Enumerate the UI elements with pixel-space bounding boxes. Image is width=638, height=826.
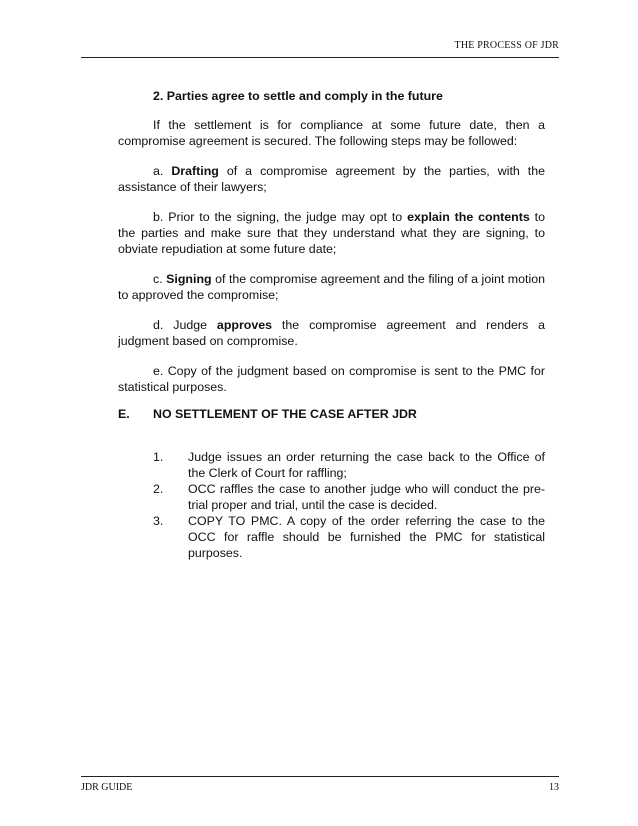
step-keyword: Signing xyxy=(166,272,212,286)
step-d-paragraph xyxy=(118,317,545,349)
footer-title: JDR GUIDE xyxy=(81,782,133,793)
step-keyword: explain the contents xyxy=(407,210,530,224)
step-text: e. Copy of the judgment based on compromise is sent to the PMC for statistical purposes. xyxy=(118,364,545,394)
step-keyword: approves xyxy=(216,318,273,332)
list-item-number: 3. xyxy=(153,514,164,528)
step-e-paragraph xyxy=(118,363,545,395)
document-body xyxy=(118,88,545,409)
list-item xyxy=(153,481,545,513)
running-header: THE PROCESS OF JDR xyxy=(454,40,559,51)
list-item-text: Judge issues an order returning the case back to the Office of the Clerk of Court for raffling; xyxy=(188,450,545,480)
step-text: b. Prior to the signing, the judge may opt to xyxy=(153,210,408,224)
step-text: d. Judge xyxy=(153,318,217,332)
no-settlement-steps-list xyxy=(153,449,545,561)
section-letter: E. xyxy=(118,407,130,421)
intro-paragraph: If the settlement is for compliance at some future date, then a compromise agreement is secured. The following steps may be followed: xyxy=(118,118,545,148)
list-item-number: 2. xyxy=(153,482,164,496)
step-text: to the parties and make sure that they understand what they are signing, to obviate repudiation at some future date; xyxy=(118,210,545,256)
list-item-text: COPY TO PMC. A copy of the order referring the case to the OCC for raffle should be furnished the PMC for statistical purposes. xyxy=(188,514,545,560)
step-text: c. xyxy=(153,272,167,286)
footer-divider xyxy=(81,776,559,777)
step-keyword: Drafting xyxy=(171,164,219,178)
list-item xyxy=(153,449,545,481)
section-title: NO SETTLEMENT OF THE CASE AFTER JDR xyxy=(153,407,417,421)
step-text: of a compromise agreement by the parties, with the assistance of their lawyers; xyxy=(118,164,546,194)
step-text: a. xyxy=(153,164,172,178)
list-item-number: 1. xyxy=(153,450,164,464)
step-text: of the compromise agreement and the filing of a joint motion to approved the compromise; xyxy=(118,272,545,302)
list-item-text: OCC raffles the case to another judge who will conduct the pre-trial proper and trial, until the case is decided. xyxy=(188,482,545,512)
step-a-paragraph xyxy=(118,163,545,195)
step-b-paragraph xyxy=(118,209,545,257)
subheading: 2. Parties agree to settle and comply in the future xyxy=(153,89,443,103)
list-item xyxy=(153,513,545,561)
page-number: 13 xyxy=(549,782,559,793)
step-text: the compromise agreement and renders a judgment based on compromise. xyxy=(118,318,545,348)
step-c-paragraph xyxy=(118,271,545,303)
header-divider xyxy=(81,57,559,58)
